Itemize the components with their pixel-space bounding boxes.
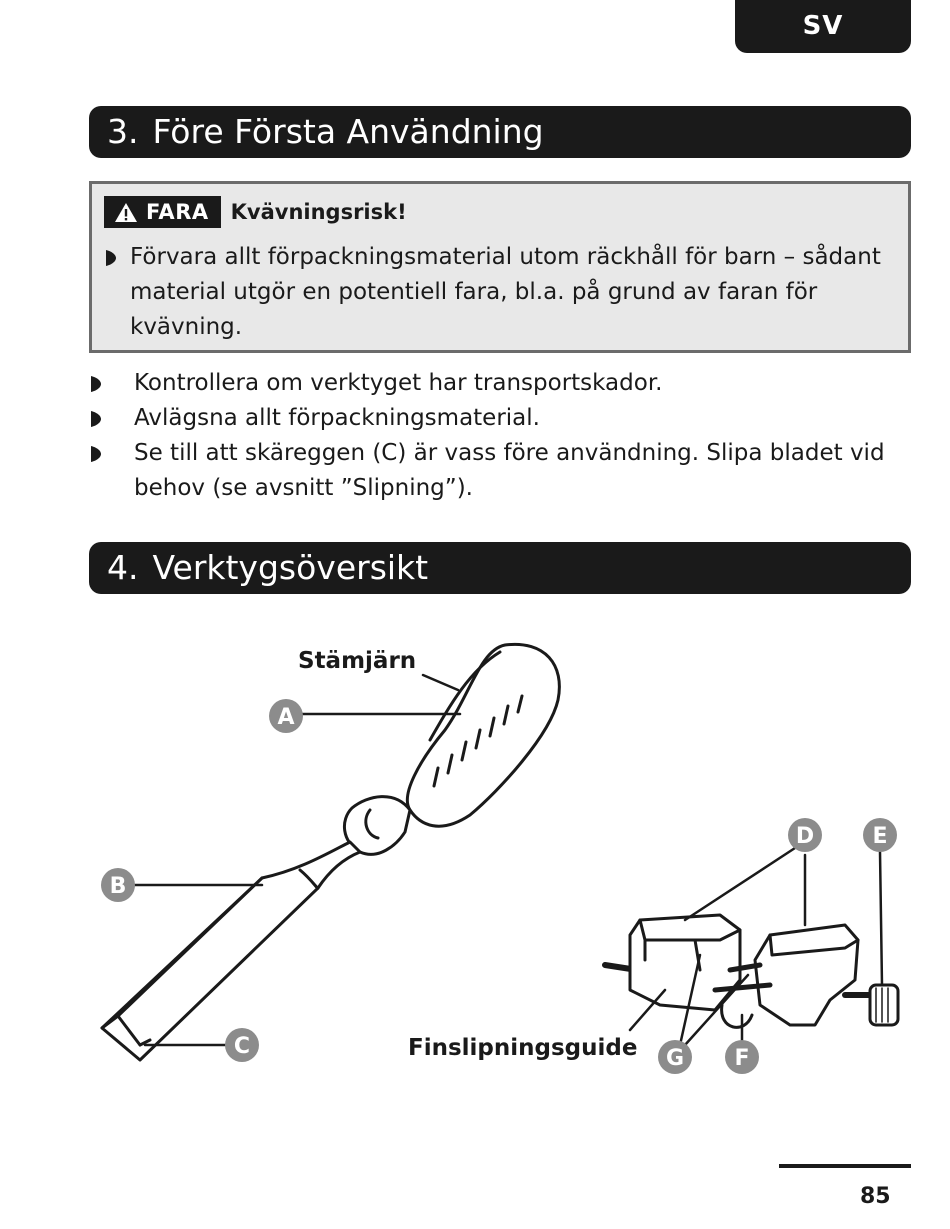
tool-overview-illustration — [0, 620, 950, 1090]
honing-guide-label: Finslipningsguide — [408, 1035, 638, 1061]
list-item-text: Se till att skäreggen (C) är vass före användning. Slipa bladet vid behov (se avsnitt ”Slipning”). — [134, 440, 885, 501]
warning-text: Förvara allt förpackningsmaterial utom räckhåll för barn – sådant material utgör en potentiell fara, bl.a. på grund av faran för kvävning. — [130, 244, 881, 340]
section-3-list — [89, 366, 889, 506]
bullet-icon — [89, 376, 101, 392]
callout-c — [225, 1028, 259, 1062]
callout-b — [101, 868, 135, 902]
honing-guide — [605, 915, 898, 1027]
bullet-icon — [89, 446, 101, 462]
bullet-icon — [104, 250, 116, 266]
warning-header — [104, 196, 407, 228]
chisel-label: Stämjärn — [298, 648, 417, 674]
danger-badge-label: FARA — [146, 200, 209, 224]
language-tab: SV — [735, 0, 911, 53]
section-3-number: 3. — [107, 112, 139, 151]
list-item — [89, 436, 889, 506]
callout-d-label: D — [795, 824, 815, 849]
chisel-handle — [344, 644, 559, 854]
danger-badge — [104, 196, 221, 228]
page-number: 85 — [860, 1184, 891, 1209]
chisel-blade — [102, 842, 360, 1060]
callout-a-label: A — [277, 705, 295, 730]
callout-f — [725, 1040, 759, 1074]
warning-triangle-icon — [114, 202, 138, 223]
section-3-title: Före Första Användning — [152, 112, 544, 151]
section-4-title: Verktygsöversikt — [152, 548, 429, 587]
callout-e — [863, 818, 897, 852]
danger-warning-box — [89, 181, 911, 353]
callout-e-label: E — [872, 824, 888, 849]
callout-g — [658, 1040, 692, 1074]
callout-d — [788, 818, 822, 852]
list-item-text: Avlägsna allt förpackningsmaterial. — [134, 405, 540, 431]
list-item — [89, 366, 889, 401]
bullet-icon — [89, 411, 101, 427]
warning-title: Kvävningsrisk! — [230, 200, 407, 224]
callout-f-label: F — [734, 1046, 750, 1071]
list-item-text: Kontrollera om verktyget har transportskador. — [134, 370, 663, 396]
callout-b-label: B — [109, 874, 127, 899]
footer-rule — [779, 1164, 911, 1168]
callout-g-label: G — [665, 1046, 685, 1071]
section-3-heading — [89, 106, 911, 158]
callout-a — [269, 699, 303, 733]
callout-c-label: C — [233, 1034, 251, 1059]
section-4-number: 4. — [107, 548, 139, 587]
list-item — [89, 401, 889, 436]
section-4-heading — [89, 542, 911, 594]
